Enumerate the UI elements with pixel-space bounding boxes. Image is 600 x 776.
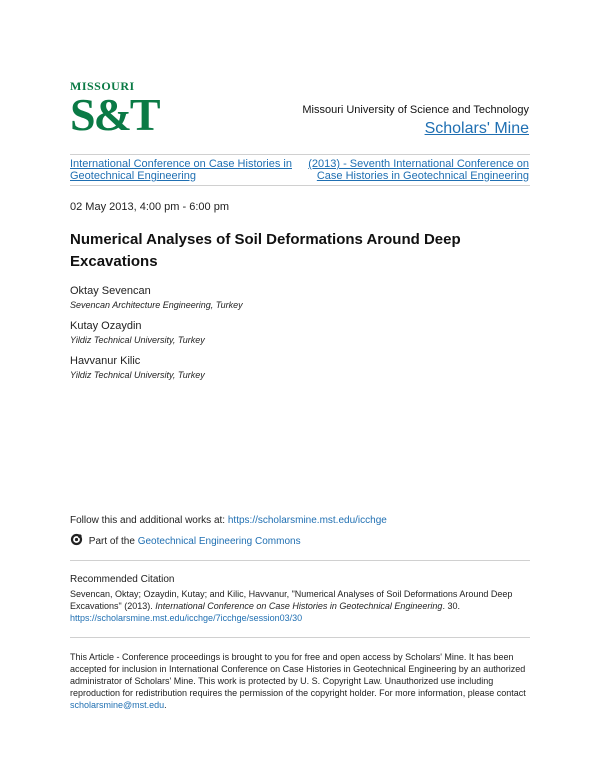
author-name: Oktay Sevencan — [70, 285, 151, 297]
presentation-date: 02 May 2013, 4:00 pm - 6:00 pm — [70, 201, 229, 213]
logo-monogram: S&T — [70, 89, 159, 140]
author-affiliation: Yildiz Technical University, Turkey — [70, 335, 205, 345]
citation-journal: International Conference on Case Histories in Geotechnical Engineering — [155, 601, 443, 611]
author-name: Havvanur Kilic — [70, 355, 141, 367]
part-of-line — [70, 533, 301, 549]
citation-text: Sevencan, Oktay; Ozaydin, Kutay; and Kilic, Havvanur, "Numerical Analyses of Soil Deformations Around Deep Excavations" (2013). — [70, 589, 513, 611]
citation-heading: Recommended Citation — [70, 574, 175, 585]
divider — [70, 637, 530, 638]
repository-link[interactable]: Scholars' Mine — [424, 120, 529, 137]
part-of-prefix: Part of the — [88, 536, 135, 547]
conference-series-link[interactable]: International Conference on Case Histories in Geotechnical Engineering — [70, 158, 292, 182]
author-affiliation: Sevencan Architecture Engineering, Turkey — [70, 300, 243, 310]
citation-body — [70, 588, 532, 624]
paper-title: Numerical Analyses of Soil Deformations Around Deep Excavations — [70, 231, 461, 270]
citation-number: . 30. — [442, 601, 460, 611]
logo-wordmark: MISSOURI — [70, 79, 135, 93]
author-block — [70, 320, 205, 345]
author-block — [70, 285, 243, 310]
institution-name: Missouri University of Science and Technology — [302, 104, 529, 116]
follow-line — [70, 515, 387, 526]
author-block — [70, 355, 205, 380]
citation-url-link[interactable]: https://scholarsmine.mst.edu/icchge/7icchge/session03/30 — [70, 613, 303, 623]
commons-icon — [70, 533, 83, 549]
follow-url-link[interactable]: https://scholarsmine.mst.edu/icchge — [227, 515, 387, 526]
notice-text: This Article - Conference proceedings is brought to you for free and open access by Scholars' Mine. It has been accepted for inclusion in International Conference on Case Histories in Geotechnical Engineering by an authorized administrator of Scholars' Mine. This work is protected by U. S. Copyright Law. Unauthorized use including reproduction for redistribution requires the permission of the copyright holder. For more information, please contact — [70, 652, 526, 698]
contact-email-link[interactable]: scholarsmine@mst.edu — [70, 700, 165, 710]
commons-link[interactable]: Geotechnical Engineering Commons — [137, 536, 301, 547]
access-notice — [70, 651, 535, 711]
divider — [70, 185, 530, 186]
notice-end: . — [164, 700, 167, 710]
author-name: Kutay Ozaydin — [70, 320, 142, 332]
divider — [70, 154, 530, 155]
conference-event-link[interactable]: (2013) - Seventh International Conference on Case Histories in Geotechnical Engineering — [308, 158, 529, 182]
missouri-st-logo — [70, 79, 159, 140]
divider — [70, 560, 530, 561]
follow-text: Follow this and additional works at: — [70, 515, 226, 526]
author-affiliation: Yildiz Technical University, Turkey — [70, 370, 205, 380]
